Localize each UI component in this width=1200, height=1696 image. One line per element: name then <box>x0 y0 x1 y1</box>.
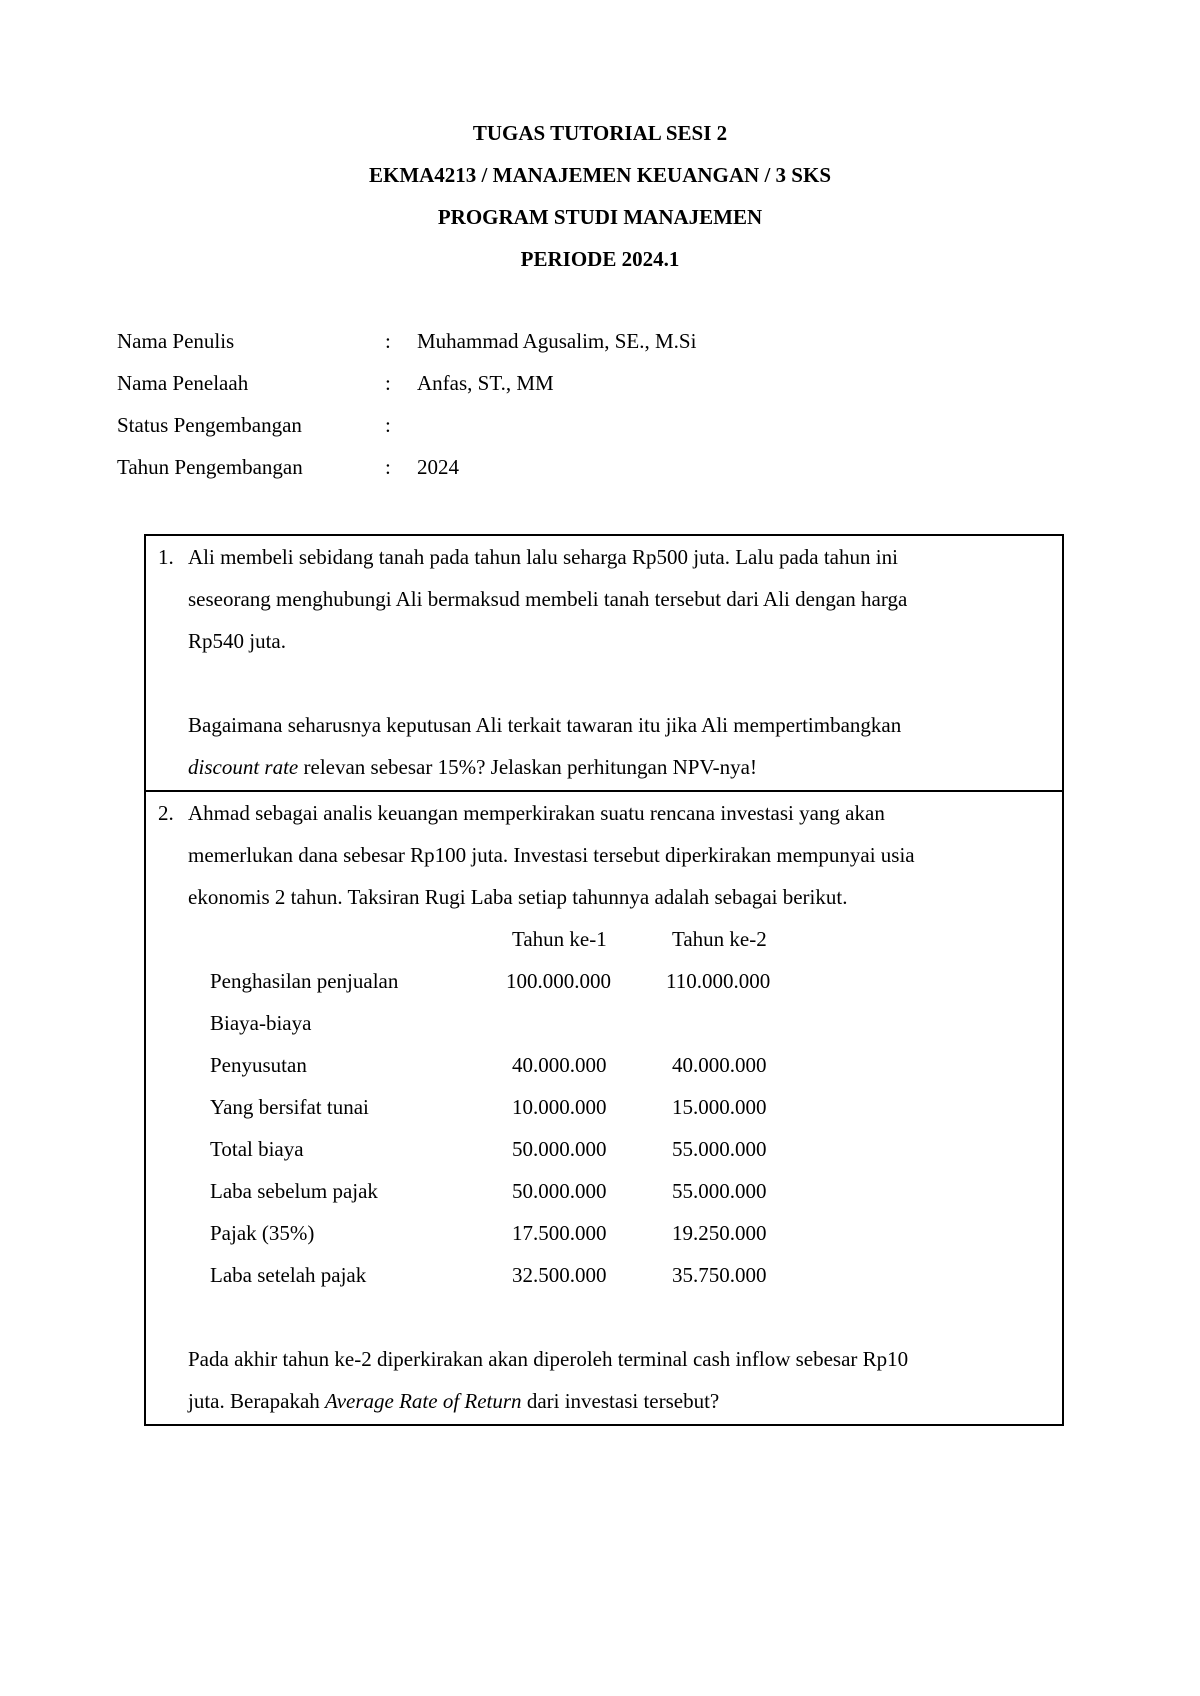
meta-label: Status Pengembangan <box>117 413 302 437</box>
q1-line: Ali membeli sebidang tanah pada tahun lalu seharga Rp500 juta. Lalu pada tahun ini <box>188 545 898 569</box>
cell-year-2: 15.000.000 <box>672 1095 767 1119</box>
header-period: PERIODE 2024.1 <box>520 247 680 271</box>
cell-year-1: 50.000.000 <box>512 1179 607 1203</box>
q2-text: dari investasi tersebut? <box>521 1389 720 1413</box>
q2-line: Ahmad sebagai analis keuangan memperkirakan suatu rencana investasi yang akan <box>188 801 885 825</box>
question-2-box <box>144 790 1064 1426</box>
meta-colon: : <box>385 413 391 437</box>
row-label: Pajak (35%) <box>210 1221 315 1245</box>
row-label: Laba setelah pajak <box>210 1263 367 1287</box>
column-header: Tahun ke-1 <box>512 927 607 951</box>
cell-year-2: 55.000.000 <box>672 1137 767 1161</box>
table-row <box>210 1128 910 1170</box>
table-row <box>210 1002 910 1044</box>
cell-year-1: 50.000.000 <box>512 1137 607 1161</box>
italic-term: discount rate <box>188 755 299 779</box>
row-label: Penyusutan <box>210 1053 307 1077</box>
q1-line: seseorang menghubungi Ali bermaksud membeli tanah tersebut dari Ali dengan harga <box>188 587 908 611</box>
meta-value: Muhammad Agusalim, SE., M.Si <box>417 329 697 353</box>
question-1-box <box>144 534 1064 792</box>
cell-year-1: 40.000.000 <box>512 1053 607 1077</box>
meta-label: Tahun Pengembangan <box>117 455 303 479</box>
document-header <box>0 112 1200 280</box>
cell-year-2: 35.750.000 <box>672 1263 767 1287</box>
q2-line: memerlukan dana sebesar Rp100 juta. Investasi tersebut diperkirakan mempunyai usia <box>188 843 915 867</box>
q2-text: juta. Berapakah <box>188 1389 326 1413</box>
table-header <box>210 918 910 960</box>
row-label: Yang bersifat tunai <box>210 1095 369 1119</box>
row-label: Biaya-biaya <box>210 1011 312 1035</box>
meta-colon: : <box>385 329 391 353</box>
cell-year-2: 40.000.000 <box>672 1053 767 1077</box>
header-program: PROGRAM STUDI MANAJEMEN <box>437 205 763 229</box>
q2-line: ekonomis 2 tahun. Taksiran Rugi Laba setiap tahunnya adalah sebagai berikut. <box>188 885 848 909</box>
row-label: Penghasilan penjualan <box>210 969 399 993</box>
q1-line: Bagaimana seharusnya keputusan Ali terkait tawaran itu jika Ali mempertimbangkan <box>188 713 902 737</box>
cell-year-2: 110.000.000 <box>666 969 771 993</box>
column-header: Tahun ke-2 <box>672 927 767 951</box>
cell-year-1: 100.000.000 <box>506 969 611 993</box>
cell-year-2: 55.000.000 <box>672 1179 767 1203</box>
meta-colon: : <box>385 371 391 395</box>
meta-label: Nama Penelaah <box>117 371 249 395</box>
header-title: TUGAS TUTORIAL SESI 2 <box>472 121 728 145</box>
table-row <box>210 1170 910 1212</box>
question-number: 1. <box>158 545 174 569</box>
meta-value: Anfas, ST., MM <box>417 371 554 395</box>
header-course: EKMA4213 / MANAJEMEN KEUANGAN / 3 SKS <box>368 163 831 187</box>
table-row <box>210 1212 910 1254</box>
cell-year-1: 10.000.000 <box>512 1095 607 1119</box>
q2-closing-line <box>188 1380 719 1422</box>
q2-closing-line: Pada akhir tahun ke-2 diperkirakan akan diperoleh terminal cash inflow sebesar Rp10 <box>188 1347 909 1371</box>
table-row <box>210 1086 910 1128</box>
meta-colon: : <box>385 455 391 479</box>
q1-text: relevan sebesar 15%? Jelaskan perhitungan NPV-nya! <box>298 755 757 779</box>
table-row <box>210 1254 910 1296</box>
table-row <box>210 960 910 1002</box>
row-label: Total biaya <box>210 1137 304 1161</box>
meta-label: Nama Penulis <box>117 329 235 353</box>
meta-value: 2024 <box>417 455 459 479</box>
cell-year-1: 32.500.000 <box>512 1263 607 1287</box>
q1-line: Rp540 juta. <box>188 629 286 653</box>
table-row <box>210 1044 910 1086</box>
row-label: Laba sebelum pajak <box>210 1179 378 1203</box>
cell-year-1: 17.500.000 <box>512 1221 607 1245</box>
cell-year-2: 19.250.000 <box>672 1221 767 1245</box>
italic-term: Average Rate of Return <box>325 1389 522 1413</box>
q1-line <box>188 746 757 788</box>
question-number: 2. <box>158 801 174 825</box>
